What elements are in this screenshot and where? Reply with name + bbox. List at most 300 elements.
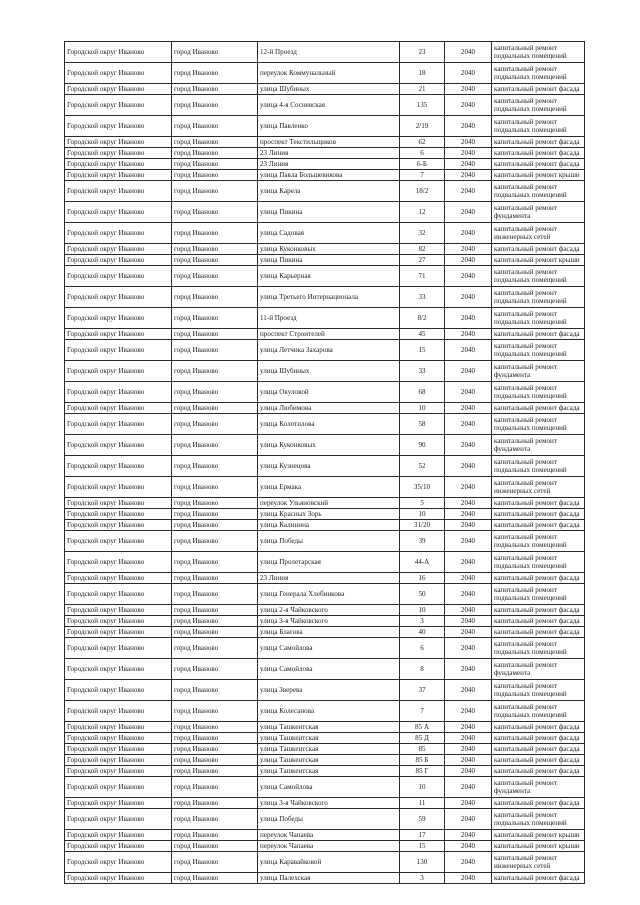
table-row xyxy=(65,777,585,798)
table-row xyxy=(65,382,585,403)
district-cell: Городской округ Иваново xyxy=(65,755,172,766)
table-row xyxy=(65,605,585,616)
year-cell: 2040 xyxy=(445,403,492,414)
house-number-cell: 2/19 xyxy=(400,116,445,137)
work-type-cell: капитальный ремонт фасада xyxy=(492,873,585,884)
district-cell: Городской округ Иваново xyxy=(65,456,172,477)
street-cell: переулок Чапаева xyxy=(258,830,400,841)
table-row xyxy=(65,638,585,659)
house-number-cell: 85 Б xyxy=(400,755,445,766)
city-cell: город Иваново xyxy=(172,435,258,456)
house-number-cell: 44-А xyxy=(400,552,445,573)
work-type-cell: капитальный ремонт фасада xyxy=(492,573,585,584)
city-cell: город Иваново xyxy=(172,659,258,680)
work-type-cell: капитальный ремонт фасада xyxy=(492,722,585,733)
table-row xyxy=(65,498,585,509)
table-row xyxy=(65,841,585,852)
year-cell: 2040 xyxy=(445,798,492,809)
work-type-cell: капитальный ремонт подвальных помещений xyxy=(492,531,585,552)
table-row xyxy=(65,403,585,414)
table-row xyxy=(65,329,585,340)
year-cell: 2040 xyxy=(445,255,492,266)
year-cell: 2040 xyxy=(445,84,492,95)
street-cell: улица Зверева xyxy=(258,680,400,701)
work-type-cell: капитальный ремонт подвальных помещений xyxy=(492,287,585,308)
work-type-cell: капитальный ремонт инженерных сетей xyxy=(492,852,585,873)
table-row xyxy=(65,701,585,722)
table-row xyxy=(65,42,585,63)
work-type-cell: капитальный ремонт фасада xyxy=(492,498,585,509)
city-cell: город Иваново xyxy=(172,841,258,852)
district-cell: Городской округ Иваново xyxy=(65,202,172,223)
table-row xyxy=(65,308,585,329)
house-number-cell: 68 xyxy=(400,382,445,403)
table-row xyxy=(65,435,585,456)
street-cell: улица Шубиных xyxy=(258,361,400,382)
repair-schedule-body xyxy=(65,42,585,884)
street-cell: улица Любимова xyxy=(258,403,400,414)
city-cell: город Иваново xyxy=(172,584,258,605)
city-cell: город Иваново xyxy=(172,456,258,477)
street-cell: улица 4-я Сосневская xyxy=(258,95,400,116)
year-cell: 2040 xyxy=(445,382,492,403)
year-cell: 2040 xyxy=(445,181,492,202)
house-number-cell: 85 Г xyxy=(400,766,445,777)
work-type-cell: капитальный ремонт фундамента xyxy=(492,202,585,223)
house-number-cell: 52 xyxy=(400,456,445,477)
district-cell: Городской округ Иваново xyxy=(65,701,172,722)
city-cell: город Иваново xyxy=(172,159,258,170)
city-cell: город Иваново xyxy=(172,627,258,638)
house-number-cell: 71 xyxy=(400,266,445,287)
table-row xyxy=(65,244,585,255)
table-row xyxy=(65,148,585,159)
house-number-cell: 85 xyxy=(400,744,445,755)
house-number-cell: 3 xyxy=(400,873,445,884)
district-cell: Городской округ Иваново xyxy=(65,830,172,841)
city-cell: город Иваново xyxy=(172,329,258,340)
table-row xyxy=(65,456,585,477)
district-cell: Городской округ Иваново xyxy=(65,287,172,308)
year-cell: 2040 xyxy=(445,223,492,244)
district-cell: Городской округ Иваново xyxy=(65,852,172,873)
district-cell: Городской округ Иваново xyxy=(65,340,172,361)
work-type-cell: капитальный ремонт подвальных помещений xyxy=(492,95,585,116)
city-cell: город Иваново xyxy=(172,852,258,873)
work-type-cell: капитальный ремонт подвальных помещений xyxy=(492,680,585,701)
work-type-cell: капитальный ремонт фасада xyxy=(492,798,585,809)
year-cell: 2040 xyxy=(445,531,492,552)
house-number-cell: 135 xyxy=(400,95,445,116)
work-type-cell: капитальный ремонт подвальных помещений xyxy=(492,552,585,573)
district-cell: Городской округ Иваново xyxy=(65,170,172,181)
district-cell: Городской округ Иваново xyxy=(65,638,172,659)
year-cell: 2040 xyxy=(445,202,492,223)
work-type-cell: капитальный ремонт фундамента xyxy=(492,659,585,680)
district-cell: Городской округ Иваново xyxy=(65,798,172,809)
year-cell: 2040 xyxy=(445,287,492,308)
street-cell: улица Шубиных xyxy=(258,84,400,95)
house-number-cell: 7 xyxy=(400,701,445,722)
city-cell: город Иваново xyxy=(172,605,258,616)
year-cell: 2040 xyxy=(445,809,492,830)
city-cell: город Иваново xyxy=(172,84,258,95)
district-cell: Городской округ Иваново xyxy=(65,329,172,340)
table-row xyxy=(65,733,585,744)
house-number-cell: 90 xyxy=(400,435,445,456)
city-cell: город Иваново xyxy=(172,638,258,659)
district-cell: Городской округ Иваново xyxy=(65,809,172,830)
house-number-cell: 18 xyxy=(400,63,445,84)
year-cell: 2040 xyxy=(445,244,492,255)
work-type-cell: капитальный ремонт фасада xyxy=(492,627,585,638)
work-type-cell: капитальный ремонт подвальных помещений xyxy=(492,638,585,659)
work-type-cell: капитальный ремонт подвальных помещений xyxy=(492,456,585,477)
work-type-cell: капитальный ремонт крыши xyxy=(492,841,585,852)
house-number-cell: 85 Д xyxy=(400,733,445,744)
street-cell: улица Карела xyxy=(258,181,400,202)
work-type-cell: капитальный ремонт крыши xyxy=(492,255,585,266)
work-type-cell: капитальный ремонт фасада xyxy=(492,509,585,520)
table-row xyxy=(65,414,585,435)
work-type-cell: капитальный ремонт фасада xyxy=(492,329,585,340)
street-cell: улица Каравайковой xyxy=(258,852,400,873)
street-cell: проспект Текстильщиков xyxy=(258,137,400,148)
street-cell: улица Самойлова xyxy=(258,638,400,659)
city-cell: город Иваново xyxy=(172,287,258,308)
city-cell: город Иваново xyxy=(172,42,258,63)
table-row xyxy=(65,95,585,116)
district-cell: Городской округ Иваново xyxy=(65,255,172,266)
year-cell: 2040 xyxy=(445,638,492,659)
year-cell: 2040 xyxy=(445,616,492,627)
district-cell: Городской округ Иваново xyxy=(65,308,172,329)
work-type-cell: капитальный ремонт подвальных помещений xyxy=(492,63,585,84)
city-cell: город Иваново xyxy=(172,181,258,202)
house-number-cell: 40 xyxy=(400,627,445,638)
street-cell: улица Победы xyxy=(258,531,400,552)
street-cell: улица Благова xyxy=(258,627,400,638)
district-cell: Городской округ Иваново xyxy=(65,223,172,244)
table-row xyxy=(65,627,585,638)
year-cell: 2040 xyxy=(445,159,492,170)
city-cell: город Иваново xyxy=(172,361,258,382)
house-number-cell: 59 xyxy=(400,809,445,830)
table-row xyxy=(65,830,585,841)
district-cell: Городской округ Иваново xyxy=(65,659,172,680)
work-type-cell: капитальный ремонт подвальных помещений xyxy=(492,584,585,605)
street-cell: улица Палехская xyxy=(258,873,400,884)
table-row xyxy=(65,659,585,680)
street-cell: улица Ермака xyxy=(258,477,400,498)
street-cell: 23 Линия xyxy=(258,573,400,584)
work-type-cell: капитальный ремонт подвальных помещений xyxy=(492,181,585,202)
table-row xyxy=(65,584,585,605)
work-type-cell: капитальный ремонт подвальных помещений xyxy=(492,116,585,137)
work-type-cell: капитальный ремонт фундамента xyxy=(492,435,585,456)
year-cell: 2040 xyxy=(445,605,492,616)
district-cell: Городской округ Иваново xyxy=(65,244,172,255)
street-cell: 11-й Проезд xyxy=(258,308,400,329)
city-cell: город Иваново xyxy=(172,766,258,777)
district-cell: Городской округ Иваново xyxy=(65,733,172,744)
city-cell: город Иваново xyxy=(172,308,258,329)
work-type-cell: капитальный ремонт инженерных сетей xyxy=(492,223,585,244)
city-cell: город Иваново xyxy=(172,414,258,435)
year-cell: 2040 xyxy=(445,852,492,873)
city-cell: город Иваново xyxy=(172,733,258,744)
table-row xyxy=(65,84,585,95)
district-cell: Городской округ Иваново xyxy=(65,573,172,584)
table-row xyxy=(65,159,585,170)
house-number-cell: 39 xyxy=(400,531,445,552)
district-cell: Городской округ Иваново xyxy=(65,841,172,852)
district-cell: Городской округ Иваново xyxy=(65,403,172,414)
year-cell: 2040 xyxy=(445,733,492,744)
house-number-cell: 8 xyxy=(400,659,445,680)
year-cell: 2040 xyxy=(445,63,492,84)
street-cell: улица Карьерная xyxy=(258,266,400,287)
district-cell: Городской округ Иваново xyxy=(65,95,172,116)
table-row xyxy=(65,531,585,552)
city-cell: город Иваново xyxy=(172,148,258,159)
table-row xyxy=(65,287,585,308)
district-cell: Городской округ Иваново xyxy=(65,435,172,456)
district-cell: Городской округ Иваново xyxy=(65,584,172,605)
house-number-cell: 23 xyxy=(400,42,445,63)
year-cell: 2040 xyxy=(445,573,492,584)
year-cell: 2040 xyxy=(445,841,492,852)
house-number-cell: 6 xyxy=(400,148,445,159)
work-type-cell: капитальный ремонт фасада xyxy=(492,159,585,170)
street-cell: улица Павла Большевикова xyxy=(258,170,400,181)
year-cell: 2040 xyxy=(445,873,492,884)
city-cell: город Иваново xyxy=(172,202,258,223)
district-cell: Городской округ Иваново xyxy=(65,509,172,520)
street-cell: улица Колотилова xyxy=(258,414,400,435)
repair-schedule-table xyxy=(64,41,585,884)
street-cell: улица Самойлова xyxy=(258,659,400,680)
city-cell: город Иваново xyxy=(172,509,258,520)
city-cell: город Иваново xyxy=(172,531,258,552)
street-cell: улица Ташкентская xyxy=(258,755,400,766)
district-cell: Городской округ Иваново xyxy=(65,531,172,552)
house-number-cell: 6-Б xyxy=(400,159,445,170)
city-cell: город Иваново xyxy=(172,63,258,84)
house-number-cell: 85 А xyxy=(400,722,445,733)
district-cell: Городской округ Иваново xyxy=(65,616,172,627)
street-cell: улица Самойлова xyxy=(258,777,400,798)
street-cell: улица Ташкентская xyxy=(258,733,400,744)
year-cell: 2040 xyxy=(445,627,492,638)
district-cell: Городской округ Иваново xyxy=(65,498,172,509)
district-cell: Городской округ Иваново xyxy=(65,42,172,63)
street-cell: 12-й Проезд xyxy=(258,42,400,63)
city-cell: город Иваново xyxy=(172,255,258,266)
house-number-cell: 12 xyxy=(400,202,445,223)
table-row xyxy=(65,361,585,382)
district-cell: Городской округ Иваново xyxy=(65,520,172,531)
street-cell: улица Куконковых xyxy=(258,244,400,255)
city-cell: город Иваново xyxy=(172,722,258,733)
street-cell: улица Пикина xyxy=(258,202,400,223)
year-cell: 2040 xyxy=(445,552,492,573)
district-cell: Городской округ Иваново xyxy=(65,116,172,137)
house-number-cell: 33 xyxy=(400,287,445,308)
year-cell: 2040 xyxy=(445,509,492,520)
year-cell: 2040 xyxy=(445,137,492,148)
year-cell: 2040 xyxy=(445,766,492,777)
street-cell: улица 3-я Чайковского xyxy=(258,616,400,627)
city-cell: город Иваново xyxy=(172,755,258,766)
work-type-cell: капитальный ремонт фасада xyxy=(492,403,585,414)
year-cell: 2040 xyxy=(445,456,492,477)
work-type-cell: капитальный ремонт крыши xyxy=(492,170,585,181)
street-cell: улица Летчика Захарова xyxy=(258,340,400,361)
street-cell: улица Колесанова xyxy=(258,701,400,722)
year-cell: 2040 xyxy=(445,701,492,722)
city-cell: город Иваново xyxy=(172,477,258,498)
work-type-cell: капитальный ремонт фасада xyxy=(492,744,585,755)
year-cell: 2040 xyxy=(445,170,492,181)
house-number-cell: 31/20 xyxy=(400,520,445,531)
house-number-cell: 27 xyxy=(400,255,445,266)
street-cell: улица Генерала Хлебникова xyxy=(258,584,400,605)
house-number-cell: 33 xyxy=(400,361,445,382)
house-number-cell: 32 xyxy=(400,223,445,244)
table-row xyxy=(65,873,585,884)
table-row xyxy=(65,202,585,223)
city-cell: город Иваново xyxy=(172,573,258,584)
house-number-cell: 10 xyxy=(400,509,445,520)
district-cell: Городской округ Иваново xyxy=(65,266,172,287)
street-cell: улица 3-я Чайковского xyxy=(258,798,400,809)
year-cell: 2040 xyxy=(445,744,492,755)
house-number-cell: 8/2 xyxy=(400,308,445,329)
work-type-cell: капитальный ремонт фасада xyxy=(492,244,585,255)
table-row xyxy=(65,509,585,520)
district-cell: Городской округ Иваново xyxy=(65,181,172,202)
district-cell: Городской округ Иваново xyxy=(65,777,172,798)
table-row xyxy=(65,744,585,755)
street-cell: улица Павленко xyxy=(258,116,400,137)
house-number-cell: 18/2 xyxy=(400,181,445,202)
work-type-cell: капитальный ремонт подвальных помещений xyxy=(492,308,585,329)
house-number-cell: 62 xyxy=(400,137,445,148)
city-cell: город Иваново xyxy=(172,137,258,148)
work-type-cell: капитальный ремонт фасада xyxy=(492,605,585,616)
house-number-cell: 82 xyxy=(400,244,445,255)
table-row xyxy=(65,722,585,733)
work-type-cell: капитальный ремонт крыши xyxy=(492,830,585,841)
city-cell: город Иваново xyxy=(172,798,258,809)
house-number-cell: 5 xyxy=(400,498,445,509)
table-row xyxy=(65,170,585,181)
city-cell: город Иваново xyxy=(172,498,258,509)
district-cell: Городской округ Иваново xyxy=(65,477,172,498)
house-number-cell: 10 xyxy=(400,777,445,798)
street-cell: улица Садовая xyxy=(258,223,400,244)
house-number-cell: 11 xyxy=(400,798,445,809)
house-number-cell: 35/10 xyxy=(400,477,445,498)
street-cell: улица Пролетарская xyxy=(258,552,400,573)
work-type-cell: капитальный ремонт подвальных помещений xyxy=(492,809,585,830)
city-cell: город Иваново xyxy=(172,830,258,841)
district-cell: Городской округ Иваново xyxy=(65,148,172,159)
year-cell: 2040 xyxy=(445,520,492,531)
table-row xyxy=(65,255,585,266)
table-row xyxy=(65,680,585,701)
street-cell: улица Победы xyxy=(258,809,400,830)
table-row xyxy=(65,798,585,809)
street-cell: улица Ташкентская xyxy=(258,744,400,755)
city-cell: город Иваново xyxy=(172,777,258,798)
street-cell: 23 Линия xyxy=(258,159,400,170)
house-number-cell: 10 xyxy=(400,403,445,414)
table-row xyxy=(65,552,585,573)
table-row xyxy=(65,766,585,777)
house-number-cell: 50 xyxy=(400,584,445,605)
year-cell: 2040 xyxy=(445,755,492,766)
work-type-cell: капитальный ремонт фасада xyxy=(492,137,585,148)
year-cell: 2040 xyxy=(445,340,492,361)
year-cell: 2040 xyxy=(445,477,492,498)
district-cell: Городской округ Иваново xyxy=(65,361,172,382)
house-number-cell: 37 xyxy=(400,680,445,701)
street-cell: 23 Линия xyxy=(258,148,400,159)
street-cell: улица Ташкентская xyxy=(258,766,400,777)
district-cell: Городской округ Иваново xyxy=(65,680,172,701)
house-number-cell: 16 xyxy=(400,573,445,584)
work-type-cell: капитальный ремонт фасада xyxy=(492,148,585,159)
table-row xyxy=(65,116,585,137)
year-cell: 2040 xyxy=(445,95,492,116)
street-cell: проспект Строителей xyxy=(258,329,400,340)
house-number-cell: 58 xyxy=(400,414,445,435)
street-cell: переулок Чапаева xyxy=(258,841,400,852)
street-cell: улица Пикина xyxy=(258,255,400,266)
street-cell: переулок Коммунальный xyxy=(258,63,400,84)
table-row xyxy=(65,266,585,287)
house-number-cell: 21 xyxy=(400,84,445,95)
year-cell: 2040 xyxy=(445,722,492,733)
house-number-cell: 10 xyxy=(400,605,445,616)
district-cell: Городской округ Иваново xyxy=(65,766,172,777)
year-cell: 2040 xyxy=(445,116,492,137)
work-type-cell: капитальный ремонт фасада xyxy=(492,84,585,95)
street-cell: переулок Ульяновский xyxy=(258,498,400,509)
district-cell: Городской округ Иваново xyxy=(65,84,172,95)
city-cell: город Иваново xyxy=(172,680,258,701)
house-number-cell: 130 xyxy=(400,852,445,873)
district-cell: Городской округ Иваново xyxy=(65,605,172,616)
work-type-cell: капитальный ремонт подвальных помещений xyxy=(492,382,585,403)
house-number-cell: 3 xyxy=(400,616,445,627)
year-cell: 2040 xyxy=(445,680,492,701)
work-type-cell: капитальный ремонт фасада xyxy=(492,520,585,531)
year-cell: 2040 xyxy=(445,435,492,456)
work-type-cell: капитальный ремонт подвальных помещений xyxy=(492,266,585,287)
year-cell: 2040 xyxy=(445,777,492,798)
house-number-cell: 15 xyxy=(400,841,445,852)
table-row xyxy=(65,181,585,202)
district-cell: Городской округ Иваново xyxy=(65,63,172,84)
street-cell: улица Третьего Интернационала xyxy=(258,287,400,308)
table-row xyxy=(65,852,585,873)
house-number-cell: 15 xyxy=(400,340,445,361)
city-cell: город Иваново xyxy=(172,116,258,137)
work-type-cell: капитальный ремонт фасада xyxy=(492,733,585,744)
